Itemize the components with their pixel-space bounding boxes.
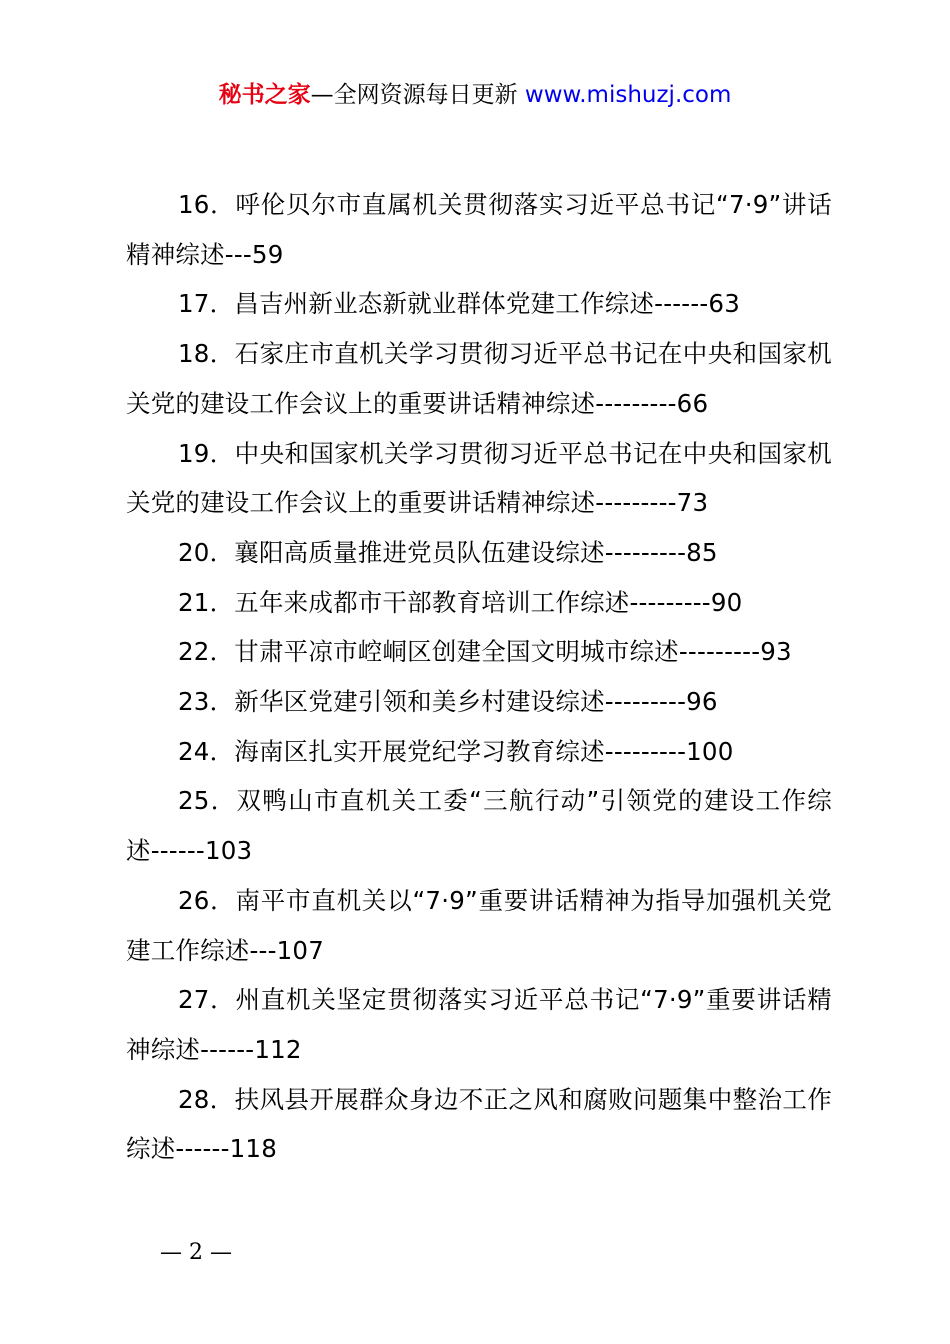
- page-number: — 2 —: [160, 1240, 232, 1265]
- toc-item-28: 28．扶风县开展群众身边不正之风和腐败问题集中整治工作综述------118: [126, 1084, 832, 1164]
- toc-item-27: 27．州直机关坚定贯彻落实习近平总书记“7·9”重要讲话精神综述------112: [126, 985, 832, 1064]
- toc-item-23: 23．新华区党建引领和美乡村建设综述---------96: [178, 687, 718, 717]
- toc-item-26: 26．南平市直机关以“7·9”重要讲话精神为指导加强机关党建工作综述---107: [126, 885, 832, 965]
- site-brand: 秘书之家: [218, 82, 311, 108]
- site-header: [0, 78, 950, 112]
- site-url-link[interactable]: www.mishuzj.com: [524, 82, 732, 108]
- toc-item-25: 25．双鸭山市直机关工委“三航行动”引领党的建设工作综述------103: [126, 786, 832, 866]
- toc-item-22: 22．甘肃平凉市崆峒区创建全国文明城市综述---------93: [178, 637, 792, 667]
- site-slogan: —全网资源每日更新: [310, 82, 518, 108]
- table-of-contents: [126, 180, 832, 1174]
- toc-item-17: 17．昌吉州新业态新就业群体党建工作综述------63: [178, 289, 740, 319]
- toc-item-20: 20．襄阳高质量推进党员队伍建设综述---------85: [178, 537, 718, 567]
- toc-item-24: 24．海南区扎实开展党纪学习教育综述---------100: [178, 736, 734, 766]
- toc-item-19: 19．中央和国家机关学习贯彻习近平总书记在中央和国家机关党的建设工作会议上的重要讲话精神综述---------73: [126, 438, 832, 518]
- toc-item-21: 21．五年来成都市干部教育培训工作综述---------90: [178, 587, 743, 617]
- toc-item-16: 16．呼伦贝尔市直属机关贯彻落实习近平总书记“7·9”讲话精神综述---59: [126, 190, 832, 269]
- toc-item-18: 18．石家庄市直机关学习贯彻习近平总书记在中央和国家机关党的建设工作会议上的重要讲话精神综述---------66: [126, 339, 832, 418]
